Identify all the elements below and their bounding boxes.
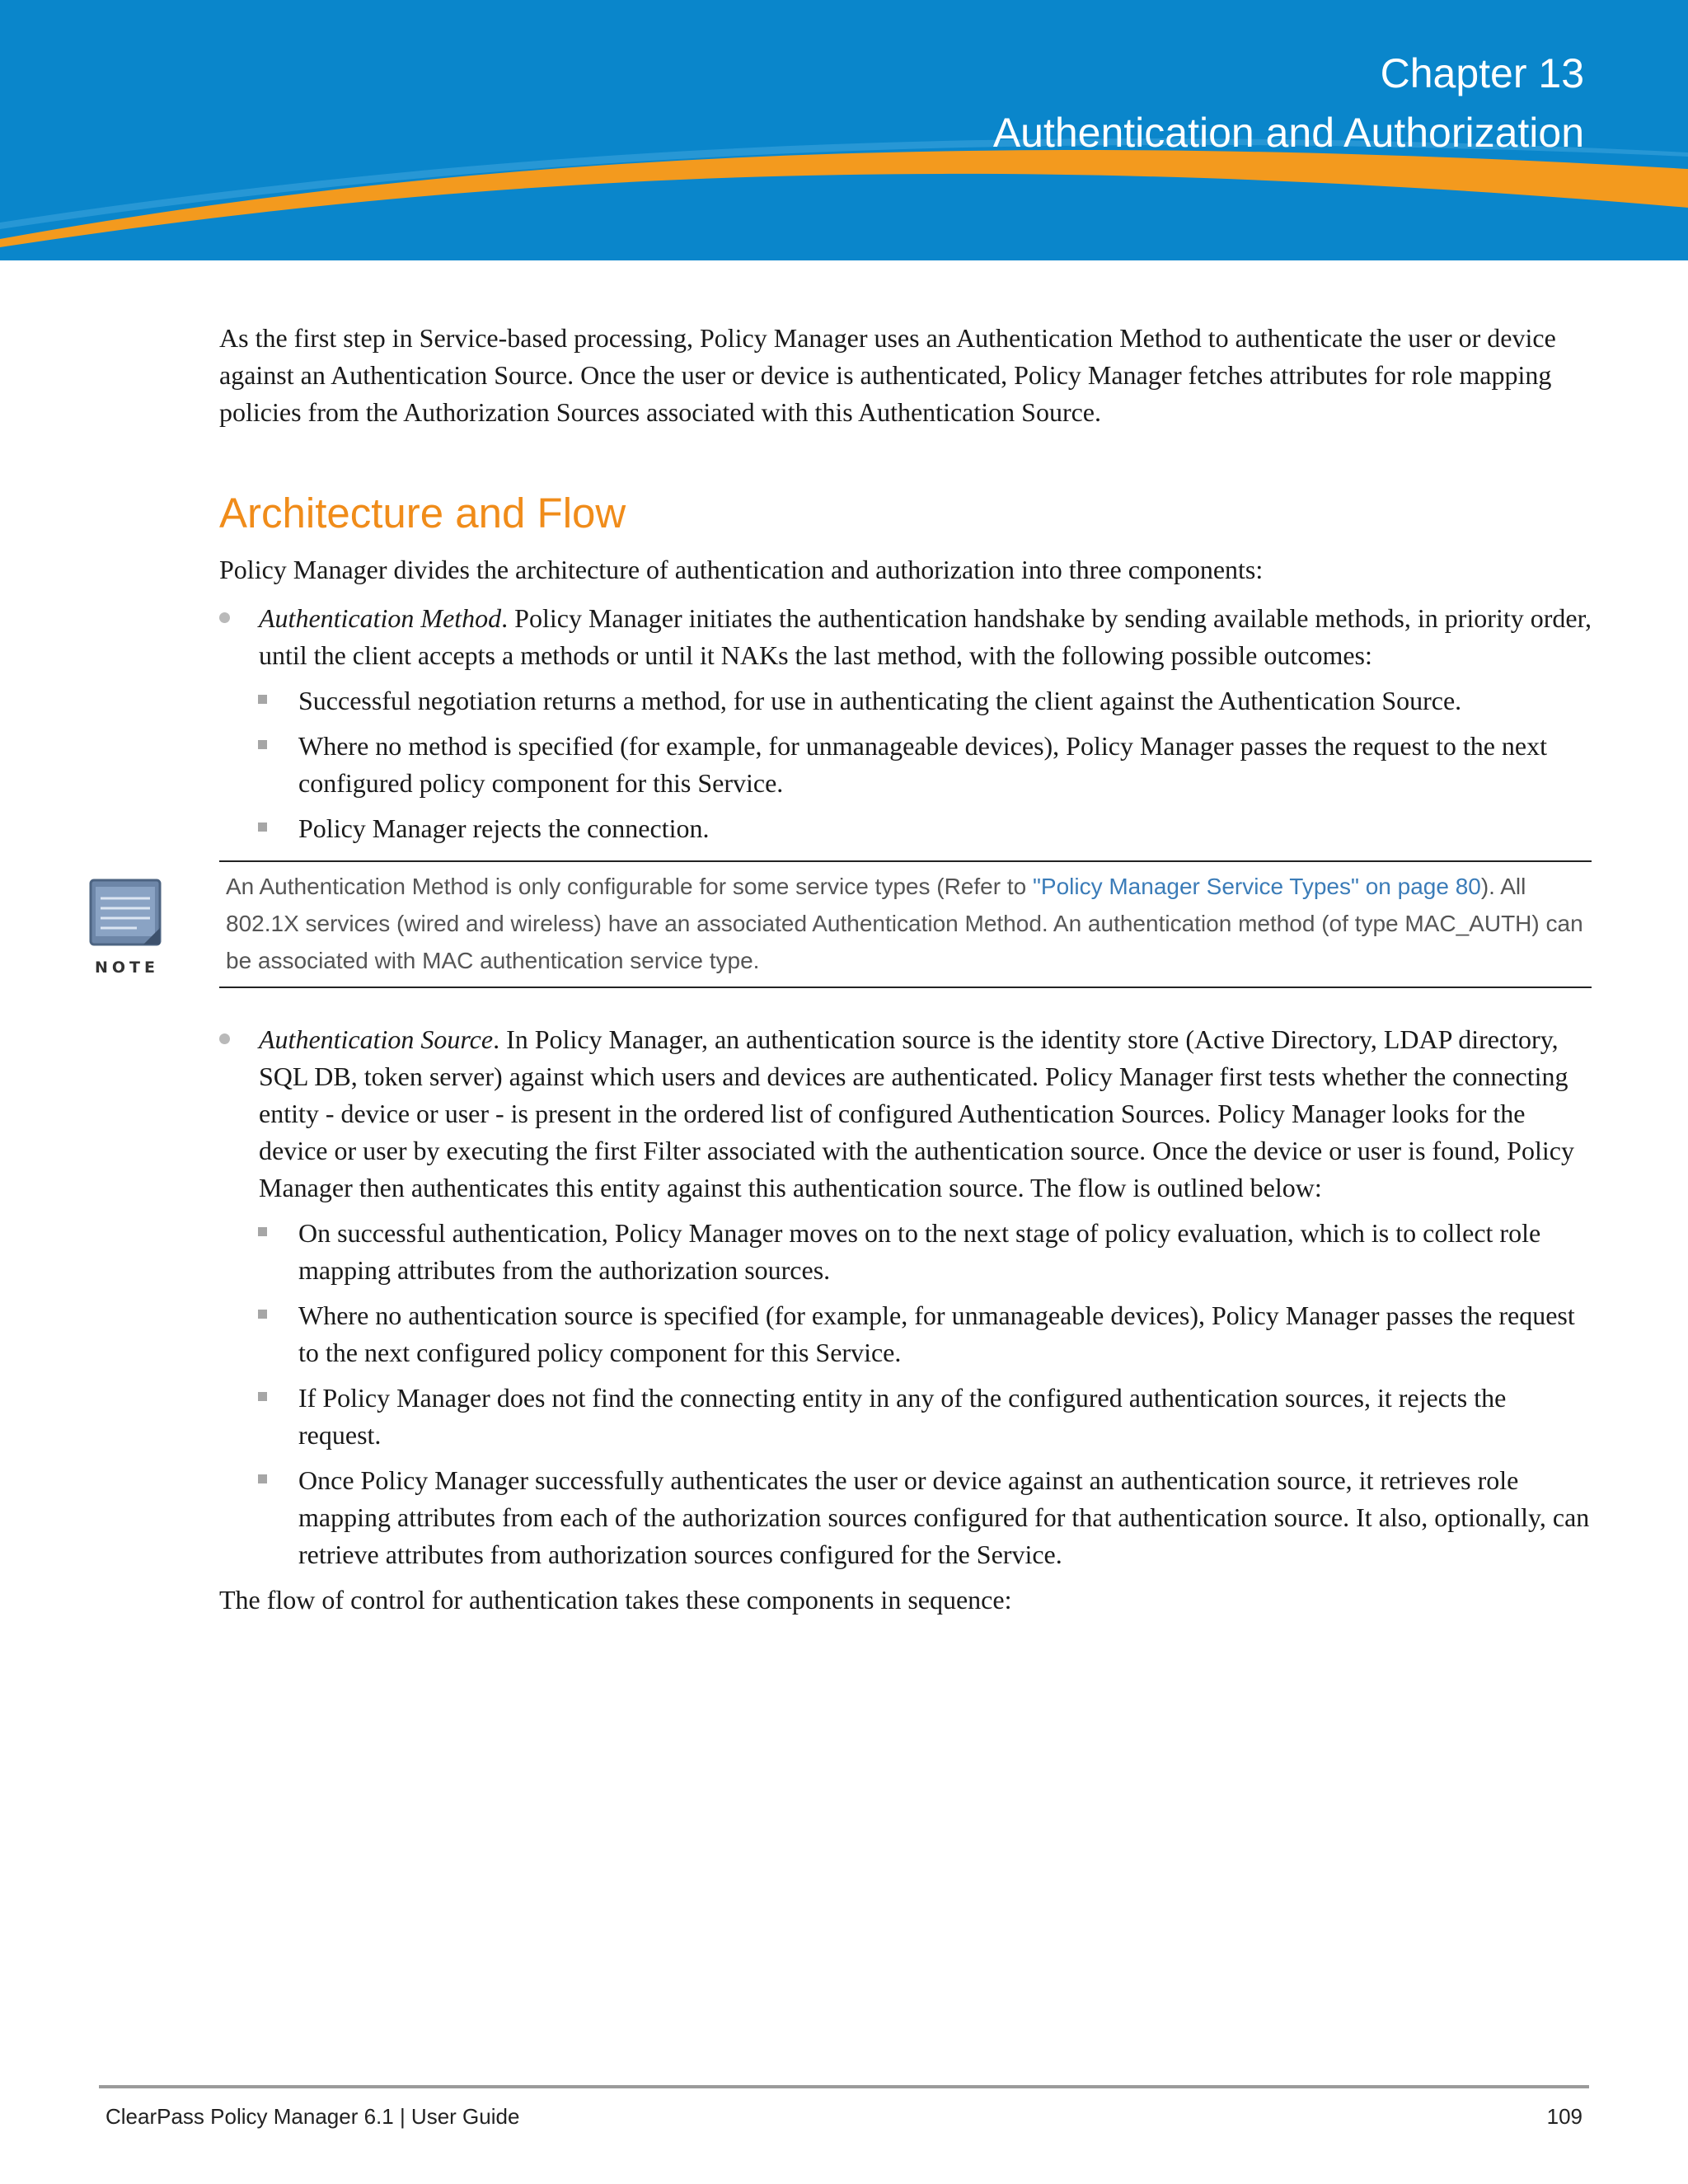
notepad-icon bbox=[89, 879, 165, 948]
bullet-text: . In Policy Manager, an authentication source is the identity store (Active Directory, LDAP directory, SQL DB, token server) against which users and devices are authenticated. Policy Manager first tests whether the connecting entity - device or user - is present in the ordered list of configured Authentication Sources. Policy Manager looks for the device or user by executing the first Filter associated with the authentication source. Once the device or user is found, Policy Manager then authenticates this entity against this authentication source. The flow is outlined below: bbox=[259, 1024, 1574, 1202]
sub-bullet-square-icon bbox=[258, 823, 267, 832]
closing-paragraph: The flow of control for authentication takes these components in sequence: bbox=[219, 1585, 1012, 1615]
sub-bullet bbox=[219, 1215, 1592, 1289]
note-cross-reference-link[interactable]: "Policy Manager Service Types" on page 80 bbox=[1032, 874, 1481, 899]
orange-swoosh bbox=[0, 150, 1688, 247]
sub-bullet-text: Policy Manager rejects the connection. bbox=[298, 813, 710, 843]
chapter-number: Chapter 13 bbox=[1380, 50, 1584, 96]
sub-bullet-square-icon bbox=[258, 1310, 267, 1319]
sub-bullet-text: Where no method is specified (for example, for unmanageable devices), Policy Manager passes the request to the next configured policy component for this Service. bbox=[298, 731, 1548, 798]
page-body bbox=[95, 320, 1592, 1619]
bullet-authentication-method bbox=[219, 600, 1592, 674]
note-box bbox=[95, 860, 1592, 988]
sub-bullet bbox=[219, 682, 1592, 719]
bullet-term: Authentication Method bbox=[259, 603, 502, 633]
intro-paragraph: As the first step in Service-based processing, Policy Manager uses an Authentication Method to authenticate the user or device against an Authentication Source. Once the user or device is authenticated, Policy Manager fetches attributes for role mapping policies from the Authorization Sources associated with this Authentication Source. bbox=[219, 323, 1556, 427]
footer-document-title: ClearPass Policy Manager 6.1 | User Guide bbox=[106, 2104, 520, 2129]
sub-bullet bbox=[219, 728, 1592, 802]
sub-bullet-text: On successful authentication, Policy Manager moves on to the next stage of policy evaluation, which is to collect role mapping attributes from the authorization sources. bbox=[298, 1218, 1541, 1285]
note-text: ). All 802.1X services (wired and wireless) have an associated Authentication Method. An authentication method (of type MAC_AUTH) can be associated with MAC authentication service type. bbox=[226, 874, 1583, 973]
sub-bullet-square-icon bbox=[258, 1474, 267, 1483]
sub-bullet-text: Where no authentication source is specified (for example, for unmanageable devices), Policy Manager passes the request to the next configured policy component for this Service. bbox=[298, 1301, 1575, 1367]
note-icon-label: NOTE bbox=[95, 958, 159, 977]
bullet-text: . Policy Manager initiates the authentication handshake by sending available methods, in priority order, until the client accepts a methods or until it NAKs the last method, with the following possible outcomes: bbox=[259, 603, 1592, 670]
section-heading: Architecture and Flow bbox=[219, 490, 626, 537]
footer-page-number: 109 bbox=[1546, 2104, 1582, 2129]
sub-bullet-square-icon bbox=[258, 695, 267, 704]
chapter-title: Authentication and Authorization bbox=[992, 110, 1584, 156]
sub-bullet-text: If Policy Manager does not find the connecting entity in any of the configured authentication sources, it rejects the request. bbox=[298, 1383, 1507, 1450]
bullet-term: Authentication Source bbox=[259, 1024, 494, 1054]
bullet-authentication-source bbox=[219, 1021, 1592, 1207]
bullet-dot-icon bbox=[219, 1033, 230, 1044]
sub-bullet-square-icon bbox=[258, 740, 267, 749]
sub-bullet bbox=[219, 1297, 1592, 1371]
sub-bullet bbox=[219, 1380, 1592, 1454]
footer-divider bbox=[99, 2085, 1589, 2088]
section-lead-paragraph: Policy Manager divides the architecture of authentication and authorization into three components: bbox=[219, 555, 1264, 584]
sub-bullet-text: Successful negotiation returns a method, for use in authenticating the client against the Authentication Source. bbox=[298, 686, 1462, 715]
note-icon bbox=[89, 879, 165, 977]
sub-bullet bbox=[219, 1462, 1592, 1573]
bullet-dot-icon bbox=[219, 612, 230, 623]
sub-bullet bbox=[219, 810, 1592, 847]
sub-bullet-square-icon bbox=[258, 1392, 267, 1401]
sub-bullet-square-icon bbox=[258, 1227, 267, 1236]
sub-bullet-text: Once Policy Manager successfully authenticates the user or device against an authentication source, it retrieves role mapping attributes from each of the authorization sources configured for that authentication source. It also, optionally, can retrieve attributes from authorization sources configured for the Service. bbox=[298, 1465, 1590, 1569]
note-text: An Authentication Method is only configurable for some service types (Refer to bbox=[226, 874, 1033, 899]
chapter-header-banner bbox=[0, 0, 1688, 260]
